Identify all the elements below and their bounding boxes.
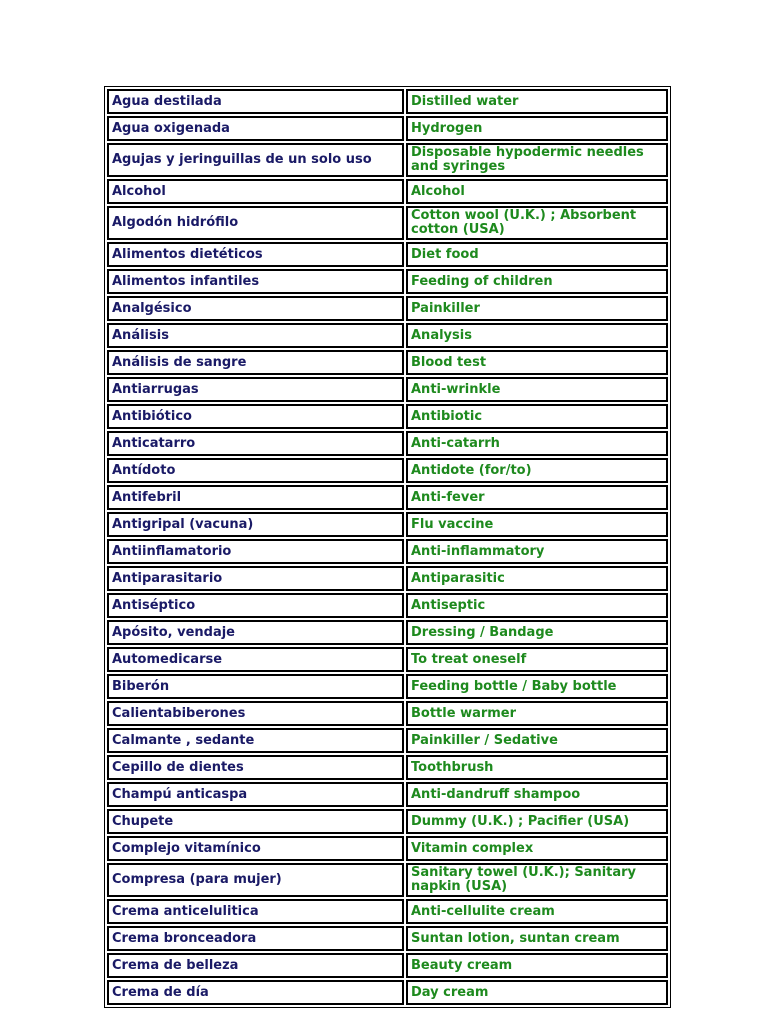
table-row xyxy=(107,953,668,978)
spanish-term-cell: Complejo vitamínico xyxy=(107,836,404,861)
english-term-cell: Day cream xyxy=(406,980,668,1005)
english-term-cell: Feeding of children xyxy=(406,269,668,294)
english-term-cell: Anti-dandruff shampoo xyxy=(406,782,668,807)
table-row xyxy=(107,566,668,591)
english-term-cell: Suntan lotion, suntan cream xyxy=(406,926,668,951)
spanish-term-cell: Antibiótico xyxy=(107,404,404,429)
table-row xyxy=(107,179,668,204)
spanish-term-cell: Alimentos dietéticos xyxy=(107,242,404,267)
spanish-term-cell: Apósito, vendaje xyxy=(107,620,404,645)
english-term-cell: Beauty cream xyxy=(406,953,668,978)
table-row xyxy=(107,926,668,951)
english-term-cell: Distilled water xyxy=(406,89,668,114)
spanish-term-cell: Anticatarro xyxy=(107,431,404,456)
glossary-table xyxy=(104,86,671,1008)
table-row xyxy=(107,512,668,537)
spanish-term-cell: Champú anticaspa xyxy=(107,782,404,807)
spanish-term-cell: Antídoto xyxy=(107,458,404,483)
spanish-term-cell: Automedicarse xyxy=(107,647,404,672)
spanish-term-cell: Antiinflamatorio xyxy=(107,539,404,564)
spanish-term-cell: Calmante , sedante xyxy=(107,728,404,753)
table-row xyxy=(107,863,668,897)
spanish-term-cell: Antifebril xyxy=(107,485,404,510)
table-row xyxy=(107,647,668,672)
spanish-term-cell: Antiparasitario xyxy=(107,566,404,591)
spanish-term-cell: Antiarrugas xyxy=(107,377,404,402)
table-row xyxy=(107,350,668,375)
spanish-term-cell: Alimentos infantiles xyxy=(107,269,404,294)
english-term-cell: Diet food xyxy=(406,242,668,267)
table-row xyxy=(107,485,668,510)
spanish-term-cell: Agua destilada xyxy=(107,89,404,114)
english-term-cell: Anti-catarrh xyxy=(406,431,668,456)
table-row xyxy=(107,674,668,699)
table-row xyxy=(107,458,668,483)
english-term-cell: Disposable hypodermic needles and syringes xyxy=(406,143,668,177)
table-row xyxy=(107,89,668,114)
table-row xyxy=(107,836,668,861)
english-term-cell: Antidote (for/to) xyxy=(406,458,668,483)
english-term-cell: Anti-inflammatory xyxy=(406,539,668,564)
spanish-term-cell: Agua oxigenada xyxy=(107,116,404,141)
table-row xyxy=(107,323,668,348)
english-term-cell: Painkiller / Sedative xyxy=(406,728,668,753)
english-term-cell: Blood test xyxy=(406,350,668,375)
table-row xyxy=(107,404,668,429)
english-term-cell: Antiseptic xyxy=(406,593,668,618)
spanish-term-cell: Algodón hidrófilo xyxy=(107,206,404,240)
spanish-term-cell: Agujas y jeringuillas de un solo uso xyxy=(107,143,404,177)
english-term-cell: Toothbrush xyxy=(406,755,668,780)
table-row xyxy=(107,269,668,294)
spanish-term-cell: Antigripal (vacuna) xyxy=(107,512,404,537)
table-row xyxy=(107,782,668,807)
english-term-cell: Analysis xyxy=(406,323,668,348)
english-term-cell: Sanitary towel (U.K.); Sanitary napkin (USA) xyxy=(406,863,668,897)
english-term-cell: Antibiotic xyxy=(406,404,668,429)
english-term-cell: Anti-wrinkle xyxy=(406,377,668,402)
glossary-table-body xyxy=(107,89,668,1005)
english-term-cell: Dummy (U.K.) ; Pacifier (USA) xyxy=(406,809,668,834)
spanish-term-cell: Biberón xyxy=(107,674,404,699)
spanish-term-cell: Analgésico xyxy=(107,296,404,321)
spanish-term-cell: Chupete xyxy=(107,809,404,834)
spanish-term-cell: Cepillo de dientes xyxy=(107,755,404,780)
table-row xyxy=(107,980,668,1005)
english-term-cell: Hydrogen xyxy=(406,116,668,141)
table-row xyxy=(107,701,668,726)
spanish-term-cell: Calientabiberones xyxy=(107,701,404,726)
table-row xyxy=(107,728,668,753)
spanish-term-cell: Antiséptico xyxy=(107,593,404,618)
spanish-term-cell: Análisis xyxy=(107,323,404,348)
table-row xyxy=(107,206,668,240)
english-term-cell: Cotton wool (U.K.) ; Absorbent cotton (USA) xyxy=(406,206,668,240)
spanish-term-cell: Crema de belleza xyxy=(107,953,404,978)
spanish-term-cell: Análisis de sangre xyxy=(107,350,404,375)
table-row xyxy=(107,242,668,267)
english-term-cell: Anti-cellulite cream xyxy=(406,899,668,924)
table-row xyxy=(107,809,668,834)
table-row xyxy=(107,143,668,177)
english-term-cell: Vitamin complex xyxy=(406,836,668,861)
table-row xyxy=(107,431,668,456)
spanish-term-cell: Crema bronceadora xyxy=(107,926,404,951)
spanish-term-cell: Alcohol xyxy=(107,179,404,204)
english-term-cell: Painkiller xyxy=(406,296,668,321)
spanish-term-cell: Crema anticelulitica xyxy=(107,899,404,924)
english-term-cell: Feeding bottle / Baby bottle xyxy=(406,674,668,699)
english-term-cell: Dressing / Bandage xyxy=(406,620,668,645)
table-row xyxy=(107,116,668,141)
english-term-cell: Flu vaccine xyxy=(406,512,668,537)
english-term-cell: Anti-fever xyxy=(406,485,668,510)
table-row xyxy=(107,899,668,924)
english-term-cell: Antiparasitic xyxy=(406,566,668,591)
table-row xyxy=(107,593,668,618)
english-term-cell: To treat oneself xyxy=(406,647,668,672)
english-term-cell: Alcohol xyxy=(406,179,668,204)
table-row xyxy=(107,539,668,564)
table-row xyxy=(107,377,668,402)
spanish-term-cell: Compresa (para mujer) xyxy=(107,863,404,897)
table-row xyxy=(107,296,668,321)
table-row xyxy=(107,755,668,780)
table-row xyxy=(107,620,668,645)
spanish-term-cell: Crema de día xyxy=(107,980,404,1005)
english-term-cell: Bottle warmer xyxy=(406,701,668,726)
